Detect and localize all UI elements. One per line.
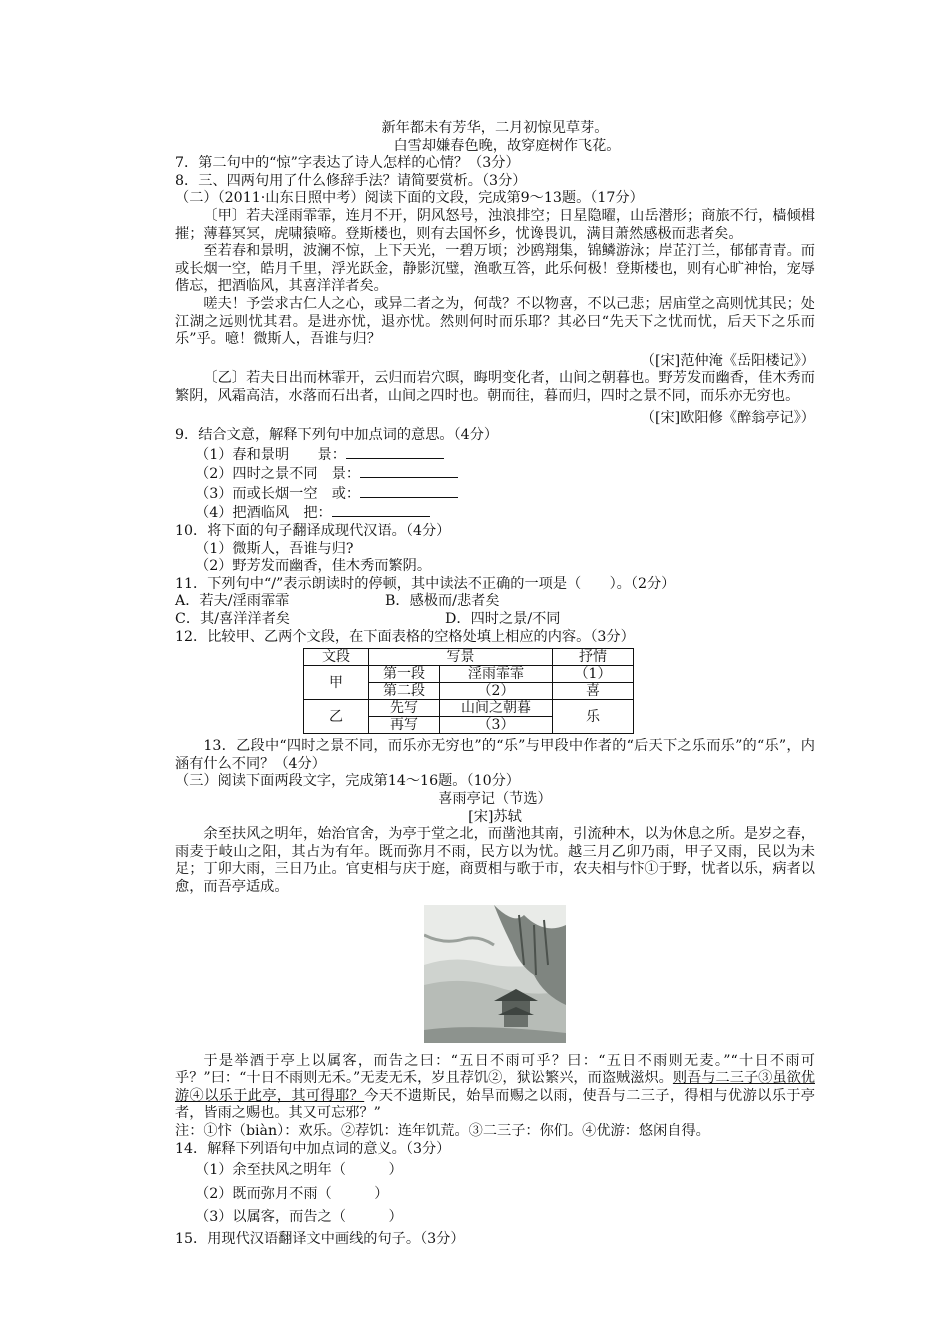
question-11-options-row-2	[175, 611, 815, 629]
question-9-item	[175, 445, 815, 465]
table-cell: 甲	[304, 666, 369, 700]
question-9-item-text: （4）把酒临风 把：	[195, 505, 332, 522]
table-cell: 喜	[553, 683, 634, 700]
question-12: 12．比较甲、乙两个文段，在下面表格的空格处填上相应的内容。（3分）	[175, 628, 635, 645]
option-a: A．若夫/淫雨霏霏	[175, 593, 290, 610]
question-9-item-text: （3）而或长烟一空 或：	[195, 485, 361, 502]
table-cell: 第二段	[369, 683, 440, 700]
essay-notes: 注：①忭（biàn）：欢乐。②荐饥：连年饥荒。③二三子：你们。④优游：悠闲自得。	[175, 1122, 710, 1139]
answer-blank	[360, 464, 458, 478]
passage-jia-paragraph-3: 嗟夫！予尝求古仁人之心，或异二者之为，何哉？不以物喜，不以己悲；居庙堂之高则忧其民；处江湖之远则忧其君。是进亦忧，退亦忧。然则何时而乐耶？其必曰“先天下之忧而忧，后天下之乐而乐”乎。噫！微斯人，吾谁与归？	[175, 295, 815, 348]
table-header-row	[304, 649, 634, 666]
underlined-sentence: 则吾与二三子③虽欲优游④以乐于此亭，其可得耶？	[175, 1070, 815, 1104]
section-3-intro: （三）阅读下面两段文字，完成第14～16题。（10分）	[175, 773, 520, 790]
essay-title: 喜雨亭记（节选）	[438, 791, 552, 807]
option-b: B．感极而/悲者矣	[385, 593, 500, 610]
table-row	[304, 666, 634, 683]
essay-paragraph-2-part-a: 于是举酒于亭上以属客，而告之曰：“五日不雨可乎？曰：“五日不雨则无麦。”“十日不雨可乎？”曰：“十日不雨则无禾。”无麦无禾，岁且荐饥②，狱讼繁兴，而盗贼滋炽。	[175, 1052, 815, 1087]
poem-line-1: 新年都未有芳华，二月初惊见草芽。	[381, 120, 609, 136]
option-d: D．四时之景/不同	[445, 611, 561, 628]
answer-blank	[332, 503, 430, 517]
document-page	[175, 120, 815, 1249]
section-2-intro: （二）（2011·山东日照中考）阅读下面的文段，完成第9～13题。（17分）	[175, 190, 644, 207]
table-cell: 先写	[369, 700, 440, 717]
question-10-item-2: （2）野芳发而幽香，佳木秀而繁阴。	[195, 558, 432, 575]
table-cell: 山间之朝暮	[440, 700, 553, 717]
table-cell: 乙	[304, 700, 369, 734]
table-header-cell: 抒情	[553, 649, 634, 666]
question-7: 7．第二句中的“惊”字表达了诗人怎样的心情？（3分）	[175, 155, 520, 172]
question-14-item-1: （1）余至扶风之明年（ ）	[195, 1162, 403, 1179]
answer-blank	[360, 484, 458, 498]
table-cell: 第一段	[369, 666, 440, 683]
question-9: 9．结合文意，解释下列句中加点词的意思。（4分）	[175, 427, 499, 444]
table-cell: 再写	[369, 717, 440, 734]
table-header-cell: 文段	[304, 649, 369, 666]
essay-paragraph-2	[175, 1053, 815, 1123]
question-9-item	[175, 464, 815, 484]
table-cell: 淫雨霏霏	[440, 666, 553, 683]
passage-yi-source: （[宋]欧阳修《醉翁亭记》）	[640, 409, 815, 426]
poem-line-2: 白雪却嫌春色晚，故穿庭树作飞花。	[393, 137, 621, 154]
question-10-item-1: （1）微斯人，吾谁与归?	[195, 540, 354, 557]
table-cell: （1）	[553, 666, 634, 683]
landscape-painting-image	[424, 905, 566, 1043]
passage-yi-paragraph: 〔乙〕若夫日出而林霏开，云归而岩穴暝，晦明变化者，山间之朝暮也。野芳发而幽香，佳木秀而繁阴，风霜高洁，水落而石出者，山间之四时也。朝而往，暮而归，四时之景不同，而乐亦无穷也。	[175, 370, 815, 404]
passage-jia-paragraph-1: 〔甲〕若夫淫雨霏霏，连月不开，阴风怒号，浊浪排空；日星隐曜，山岳潜形；商旅不行，樯倾楫摧；薄暮冥冥，虎啸猿啼。登斯楼也，则有去国怀乡，忧谗畏讥，满目萧然感极而悲者矣。	[175, 207, 815, 242]
passage-jia-paragraph-2: 至若春和景明，波澜不惊，上下天光，一碧万顷；沙鸥翔集，锦鳞游泳；岸芷汀兰，郁郁青青。而或长烟一空，皓月千里，浮光跃金，静影沉璧，渔歌互答，此乐何极！登斯楼也，则有心旷神怡，宠辱偕忘，把酒临风，其喜洋洋者矣。	[175, 243, 815, 295]
question-9-item-text: （2）四时之景不同 景：	[195, 466, 361, 483]
question-11: 11．下列句中“/”表示朗读时的停顿，其中读法不正确的一项是（ ）。（2分）	[175, 575, 676, 592]
table-cell: （3）	[440, 717, 553, 734]
question-15: 15．用现代汉语翻译文中画线的句子。（3分）	[175, 1230, 465, 1247]
table-cell: （2）	[440, 683, 553, 700]
option-c: C．其/喜洋洋者矣	[175, 611, 290, 628]
question-14-item-2: （2）既而弥月不雨（ ）	[195, 1185, 389, 1202]
table-row	[304, 700, 634, 717]
table-cell: 乐	[553, 700, 634, 734]
comparison-table	[303, 648, 634, 734]
question-8: 8．三、四两句用了什么修辞手法？请简要赏析。（3分）	[175, 172, 527, 189]
question-14-item-3: （3）以属客，而告之（ ）	[195, 1209, 403, 1226]
passage-jia-source: （[宋]范仲淹《岳阳楼记》）	[640, 352, 815, 369]
table-header-cell: 写景	[369, 649, 553, 666]
question-14: 14．解释下列语句中加点词的意义。（3分）	[175, 1140, 451, 1157]
essay-author: [宋]苏轼	[468, 808, 522, 825]
question-13: 13．乙段中“四时之景不同，而乐亦无穷也”的“乐”与甲段中作者的“后天下之乐而乐”的“乐”，内涵有什么不同？（4分）	[175, 738, 815, 772]
essay-paragraph-1: 余至扶风之明年，始治官舍，为亭于堂之北，而凿池其南，引流种木，以为休息之所。是岁之春，雨麦于岐山之阳，其占为有年。既而弥月不雨，民方以为忧。越三月乙卯乃雨，甲子又雨，民以为未足；丁卯大雨，三日乃止。官吏相与庆于庭，商贾相与歌于市，农夫相与忭①于野，忧者以乐，病者以愈，而吾亭适成。	[175, 826, 815, 895]
answer-blank	[346, 445, 444, 459]
question-9-item-text: （1）春和景明 景：	[195, 446, 346, 463]
question-9-item	[175, 503, 815, 523]
essay-paragraph-2-part-b: 今天不遗斯民，始旱而赐之以雨，使吾与二三子，得相与优游以乐于亭者，皆雨之赐也。其又可忘邪？”	[175, 1087, 815, 1122]
question-9-item	[175, 484, 815, 504]
question-10: 10．将下面的句子翻译成现代汉语。（4分）	[175, 523, 451, 540]
question-11-options-row-1	[175, 593, 815, 611]
